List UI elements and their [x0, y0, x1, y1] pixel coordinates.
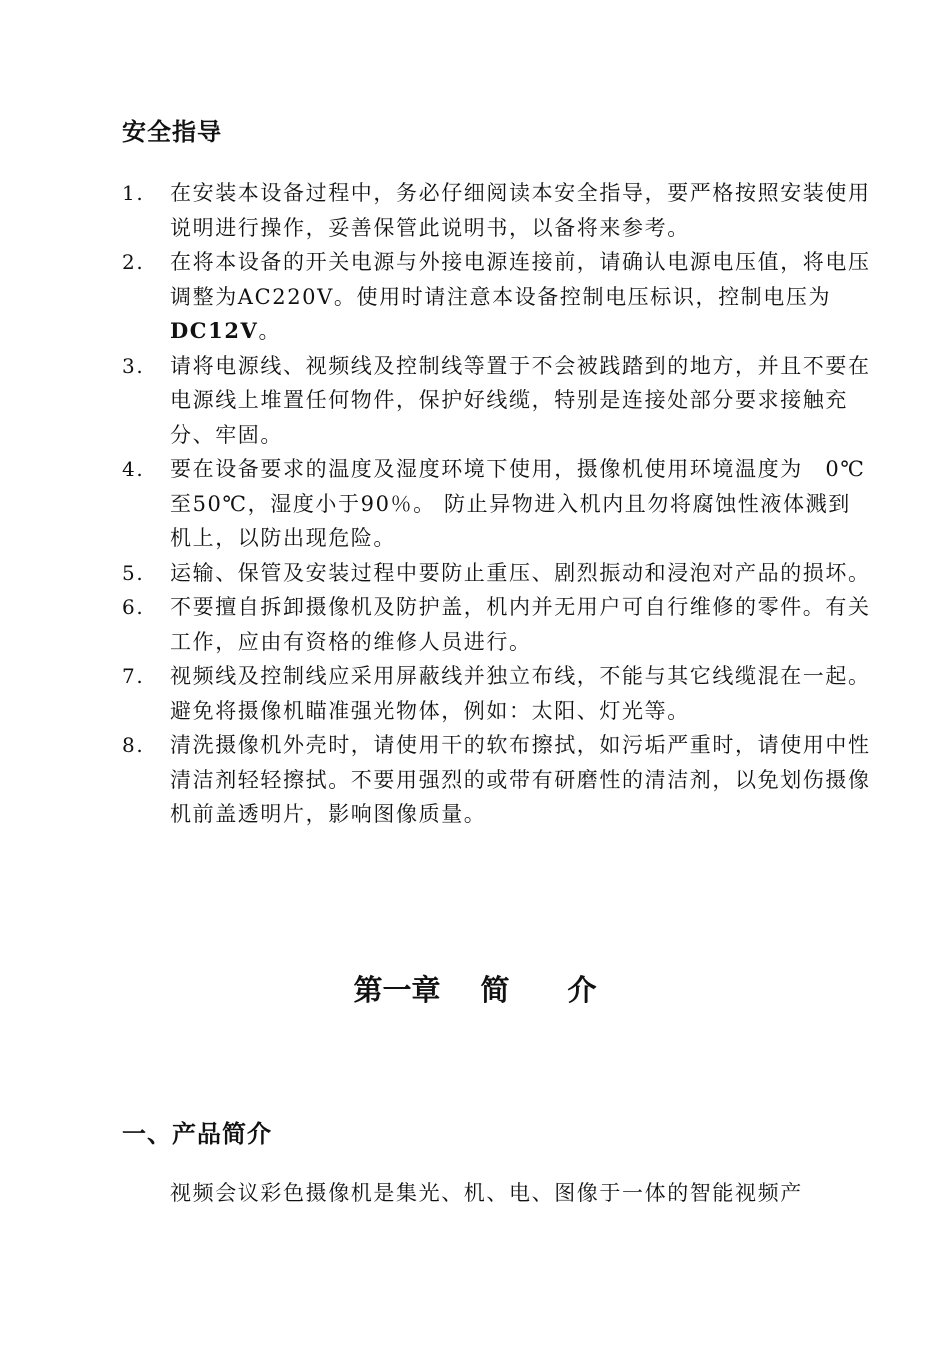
item-text-end: 。: [258, 319, 282, 343]
item-number: 7.: [122, 664, 145, 688]
item-text: 在安装本设备过程中，务必仔细阅读本安全指导，要严格按照安装使用说明进行操作，妥善保管此说明书，以备将来参考。: [170, 181, 871, 240]
item-bold-voltage: DC12V: [170, 318, 259, 343]
product-intro-heading: 一、产品简介: [122, 1120, 272, 1148]
chapter-name-char-1: 简: [480, 973, 510, 1007]
safety-item-3: [122, 349, 872, 453]
safety-item-7: [122, 659, 872, 728]
chapter-title: [0, 968, 950, 1009]
chapter-number: 第一章: [353, 973, 441, 1007]
safety-title: 安全指导: [122, 118, 222, 146]
item-number: 1.: [122, 181, 145, 205]
item-text: 请将电源线、视频线及控制线等置于不会被践踏到的地方，并且不要在电源线上堆置任何物件，保护好线缆，特别是连接处部分要求接触充分、牢固。: [170, 353, 871, 447]
safety-item-6: [122, 590, 872, 659]
chapter-name-char-2: 介: [567, 973, 597, 1007]
item-text: 视频线及控制线应采用屏蔽线并独立布线，不能与其它线缆混在一起。避免将摄像机瞄准强光物体，例如：太阳、灯光等。: [170, 664, 871, 723]
item-text: 清洗摄像机外壳时，请使用干的软布擦拭，如污垢严重时，请使用中性清洁剂轻轻擦拭。不要用强烈的或带有研磨性的清洁剂，以免划伤摄像机前盖透明片，影响图像质量。: [170, 733, 871, 826]
item-text: 要在设备要求的温度及湿度环境下使用，摄像机使用环境温度为 0℃至50℃，湿度小于90％。 防止异物进入机内且勿将腐蚀性液体溅到机上，以防出现危险。: [170, 457, 866, 550]
item-text: 运输、保管及安装过程中要防止重压、剧烈振动和浸泡对产品的损坏。: [170, 560, 871, 585]
safety-item-5: [122, 556, 872, 591]
safety-item-4: [122, 452, 872, 556]
item-text: 不要擅自拆卸摄像机及防护盖，机内并无用户可自行维修的零件。有关工作，应由有资格的维修人员进行。: [170, 595, 871, 654]
item-number: 6.: [122, 595, 145, 619]
item-number: 4.: [122, 457, 145, 481]
safety-item-1: [122, 176, 872, 245]
item-number: 8.: [122, 733, 145, 757]
item-number: 5.: [122, 560, 145, 585]
item-number: 2.: [122, 250, 145, 274]
safety-item-8: [122, 728, 872, 832]
safety-list: [122, 176, 872, 832]
product-intro-paragraph: 视频会议彩色摄像机是集光、机、电、图像于一体的智能视频产: [170, 1181, 803, 1205]
item-text: 在将本设备的开关电源与外接电源连接前，请确认电源电压值，将电压调整为AC220V。使用时请注意本设备控制电压标识，控制电压为: [170, 250, 871, 309]
safety-item-2: [122, 245, 872, 349]
item-number: 3.: [122, 353, 145, 378]
